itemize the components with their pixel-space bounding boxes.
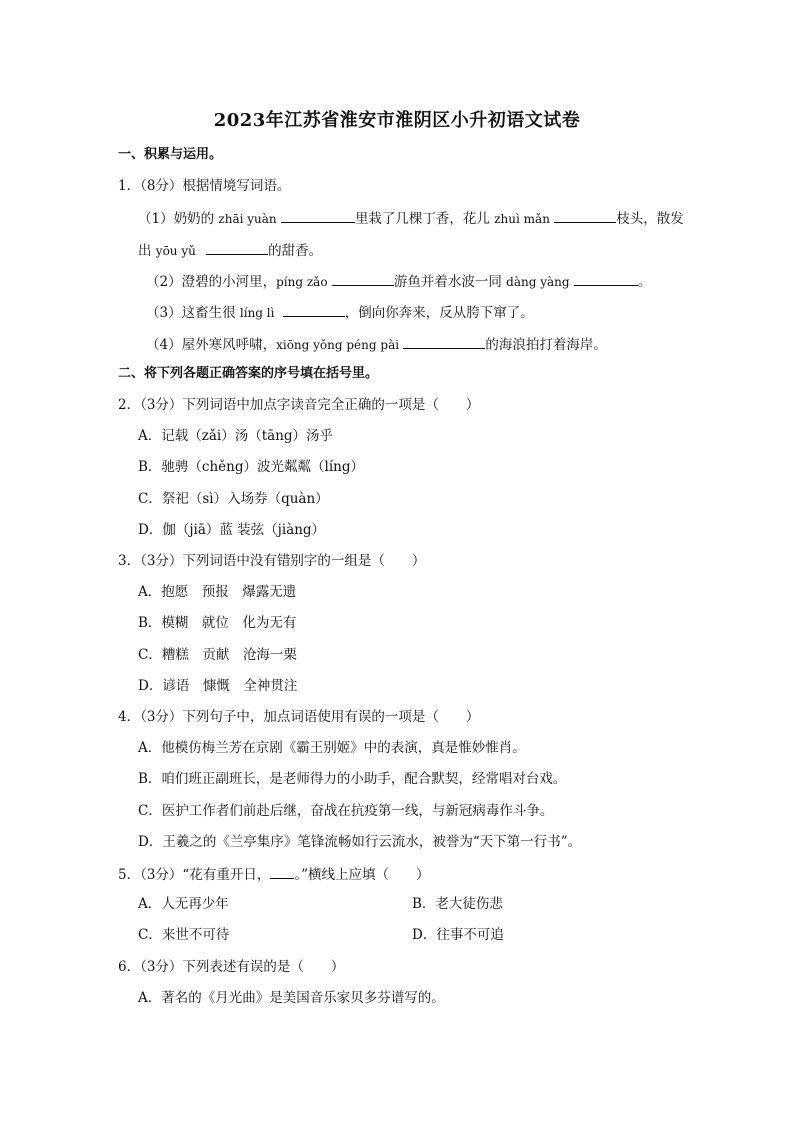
answer-blank[interactable] — [270, 864, 294, 879]
question-4-option-d[interactable]: D．王羲之的《兰亭集序》笔锋流畅如行云流水，被誉为“天下第一行书”。 — [138, 834, 582, 850]
question-1-sentence-2 — [146, 271, 651, 291]
question-6-option-a[interactable]: A．著名的《月光曲》是美国音乐家贝多芬谱写的。 — [138, 990, 445, 1006]
question-5-option-a[interactable]: A．人无再少年 — [138, 896, 229, 912]
q1-s1-text-a: （1）奶奶的 — [138, 211, 215, 227]
q1-s1-text-e: 的甜香。 — [268, 243, 323, 259]
question-4-stem: 4．（3分）下列句子中，加点词语使用有误的一项是（ ） — [118, 709, 480, 725]
section-heading-2: 二、将下列各题正确答案的序号填在括号里。 — [118, 366, 379, 381]
question-5-stem — [118, 864, 430, 884]
q1-s3-text-a: （3）这畜生很 — [146, 305, 236, 321]
question-2-option-c[interactable]: C．祭祀（sì）入场券（quàn） — [138, 491, 329, 507]
question-5-option-d[interactable]: D．往事不可追 — [412, 927, 504, 943]
q1-s1-pinyin-2: zhuì mǎn — [494, 212, 550, 226]
question-3-stem: 3．（3分）下列词语中没有错别字的一组是（ ） — [118, 553, 426, 569]
exam-title: 2023年江苏省淮安市淮阴区小升初语文试卷 — [213, 110, 581, 131]
q1-s2-text-b: 游鱼并着水波一同 — [393, 274, 502, 290]
q5-stem-b: 。”横线上应填（ ） — [294, 867, 430, 883]
answer-blank[interactable] — [332, 271, 394, 286]
question-5-option-b[interactable]: B．老大徒伤悲 — [412, 896, 503, 912]
question-1-sentence-1 — [138, 208, 684, 228]
question-1-sentence-1-cont — [138, 240, 322, 260]
q5-stem-a: 5．（3分）“花有重开日， — [118, 867, 271, 883]
q1-s3-text-b: ，倒向你奔来，反从胯下窜了。 — [344, 305, 534, 321]
answer-blank[interactable] — [554, 208, 616, 223]
question-1-sentence-4 — [146, 334, 607, 354]
answer-blank[interactable] — [403, 334, 485, 349]
question-6-stem: 6．（3分）下列表述有误的是（ ） — [118, 959, 345, 975]
q1-s4-text-a: （4）屋外寒风呼啸， — [146, 337, 277, 353]
q1-s2-pinyin-1: píng zǎo — [276, 275, 328, 289]
q1-s1-pinyin-3: yōu yǔ — [155, 244, 196, 258]
answer-blank[interactable] — [281, 208, 355, 223]
question-2-option-a[interactable]: A．记载（zǎi）汤（tāng）汤乎 — [138, 428, 334, 444]
question-3-option-c[interactable]: C．糟糕 贡献 沧海一栗 — [138, 647, 297, 663]
q1-s4-pinyin: xiōng yǒng péng pài — [276, 338, 400, 352]
q1-s1-text-d: 出 — [138, 243, 152, 259]
question-1-stem: 1．（8分）根据情境写词语。 — [118, 178, 291, 194]
q1-s1-pinyin-1: zhāi yuàn — [218, 212, 277, 226]
q1-s1-text-c: 枝头，散发 — [616, 211, 684, 227]
question-4-option-c[interactable]: C．医护工作者们前赴后继，奋战在抗疫第一线，与新冠病毒作斗争。 — [138, 803, 554, 819]
q1-s2-text-a: （2）澄碧的小河里， — [146, 274, 277, 290]
section-heading-1: 一、积累与运用。 — [118, 147, 223, 162]
question-4-option-a[interactable]: A．他模仿梅兰芳在京剧《霸王别姬》中的表演，真是惟妙惟肖。 — [138, 740, 526, 756]
question-2-option-b[interactable]: B．驰骋（chěng）波光粼粼（líng） — [138, 459, 364, 475]
question-1-sentence-3 — [146, 302, 534, 322]
answer-blank[interactable] — [574, 271, 638, 286]
question-5-option-c[interactable]: C．来世不可待 — [138, 927, 230, 943]
q1-s1-text-b: 里栽了几棵丁香，花儿 — [354, 211, 490, 227]
q1-s3-pinyin: líng lì — [239, 306, 275, 320]
question-2-stem: 2．（3分）下列词语中加点字读音完全正确的一项是（ ） — [118, 397, 480, 413]
q1-s4-text-b: 的海浪拍打着海岸。 — [485, 337, 607, 353]
q1-s2-pinyin-2: dàng yàng — [506, 275, 570, 289]
q1-s2-text-c: 。 — [637, 274, 652, 290]
question-2-option-d[interactable]: D．伽（jiā）蓝 装弦（jiàng） — [138, 522, 326, 538]
question-3-option-d[interactable]: D．谚语 慷慨 全神贯注 — [138, 678, 298, 694]
answer-blank[interactable] — [283, 302, 345, 317]
question-3-option-a[interactable]: A．抱愿 预报 爆露无遗 — [138, 584, 297, 600]
question-4-option-b[interactable]: B．咱们班正副班长，是老师得力的小助手，配合默契，经常唱对台戏。 — [138, 771, 567, 787]
question-3-option-b[interactable]: B．模糊 就位 化为无有 — [138, 615, 297, 631]
answer-blank[interactable] — [206, 240, 268, 255]
